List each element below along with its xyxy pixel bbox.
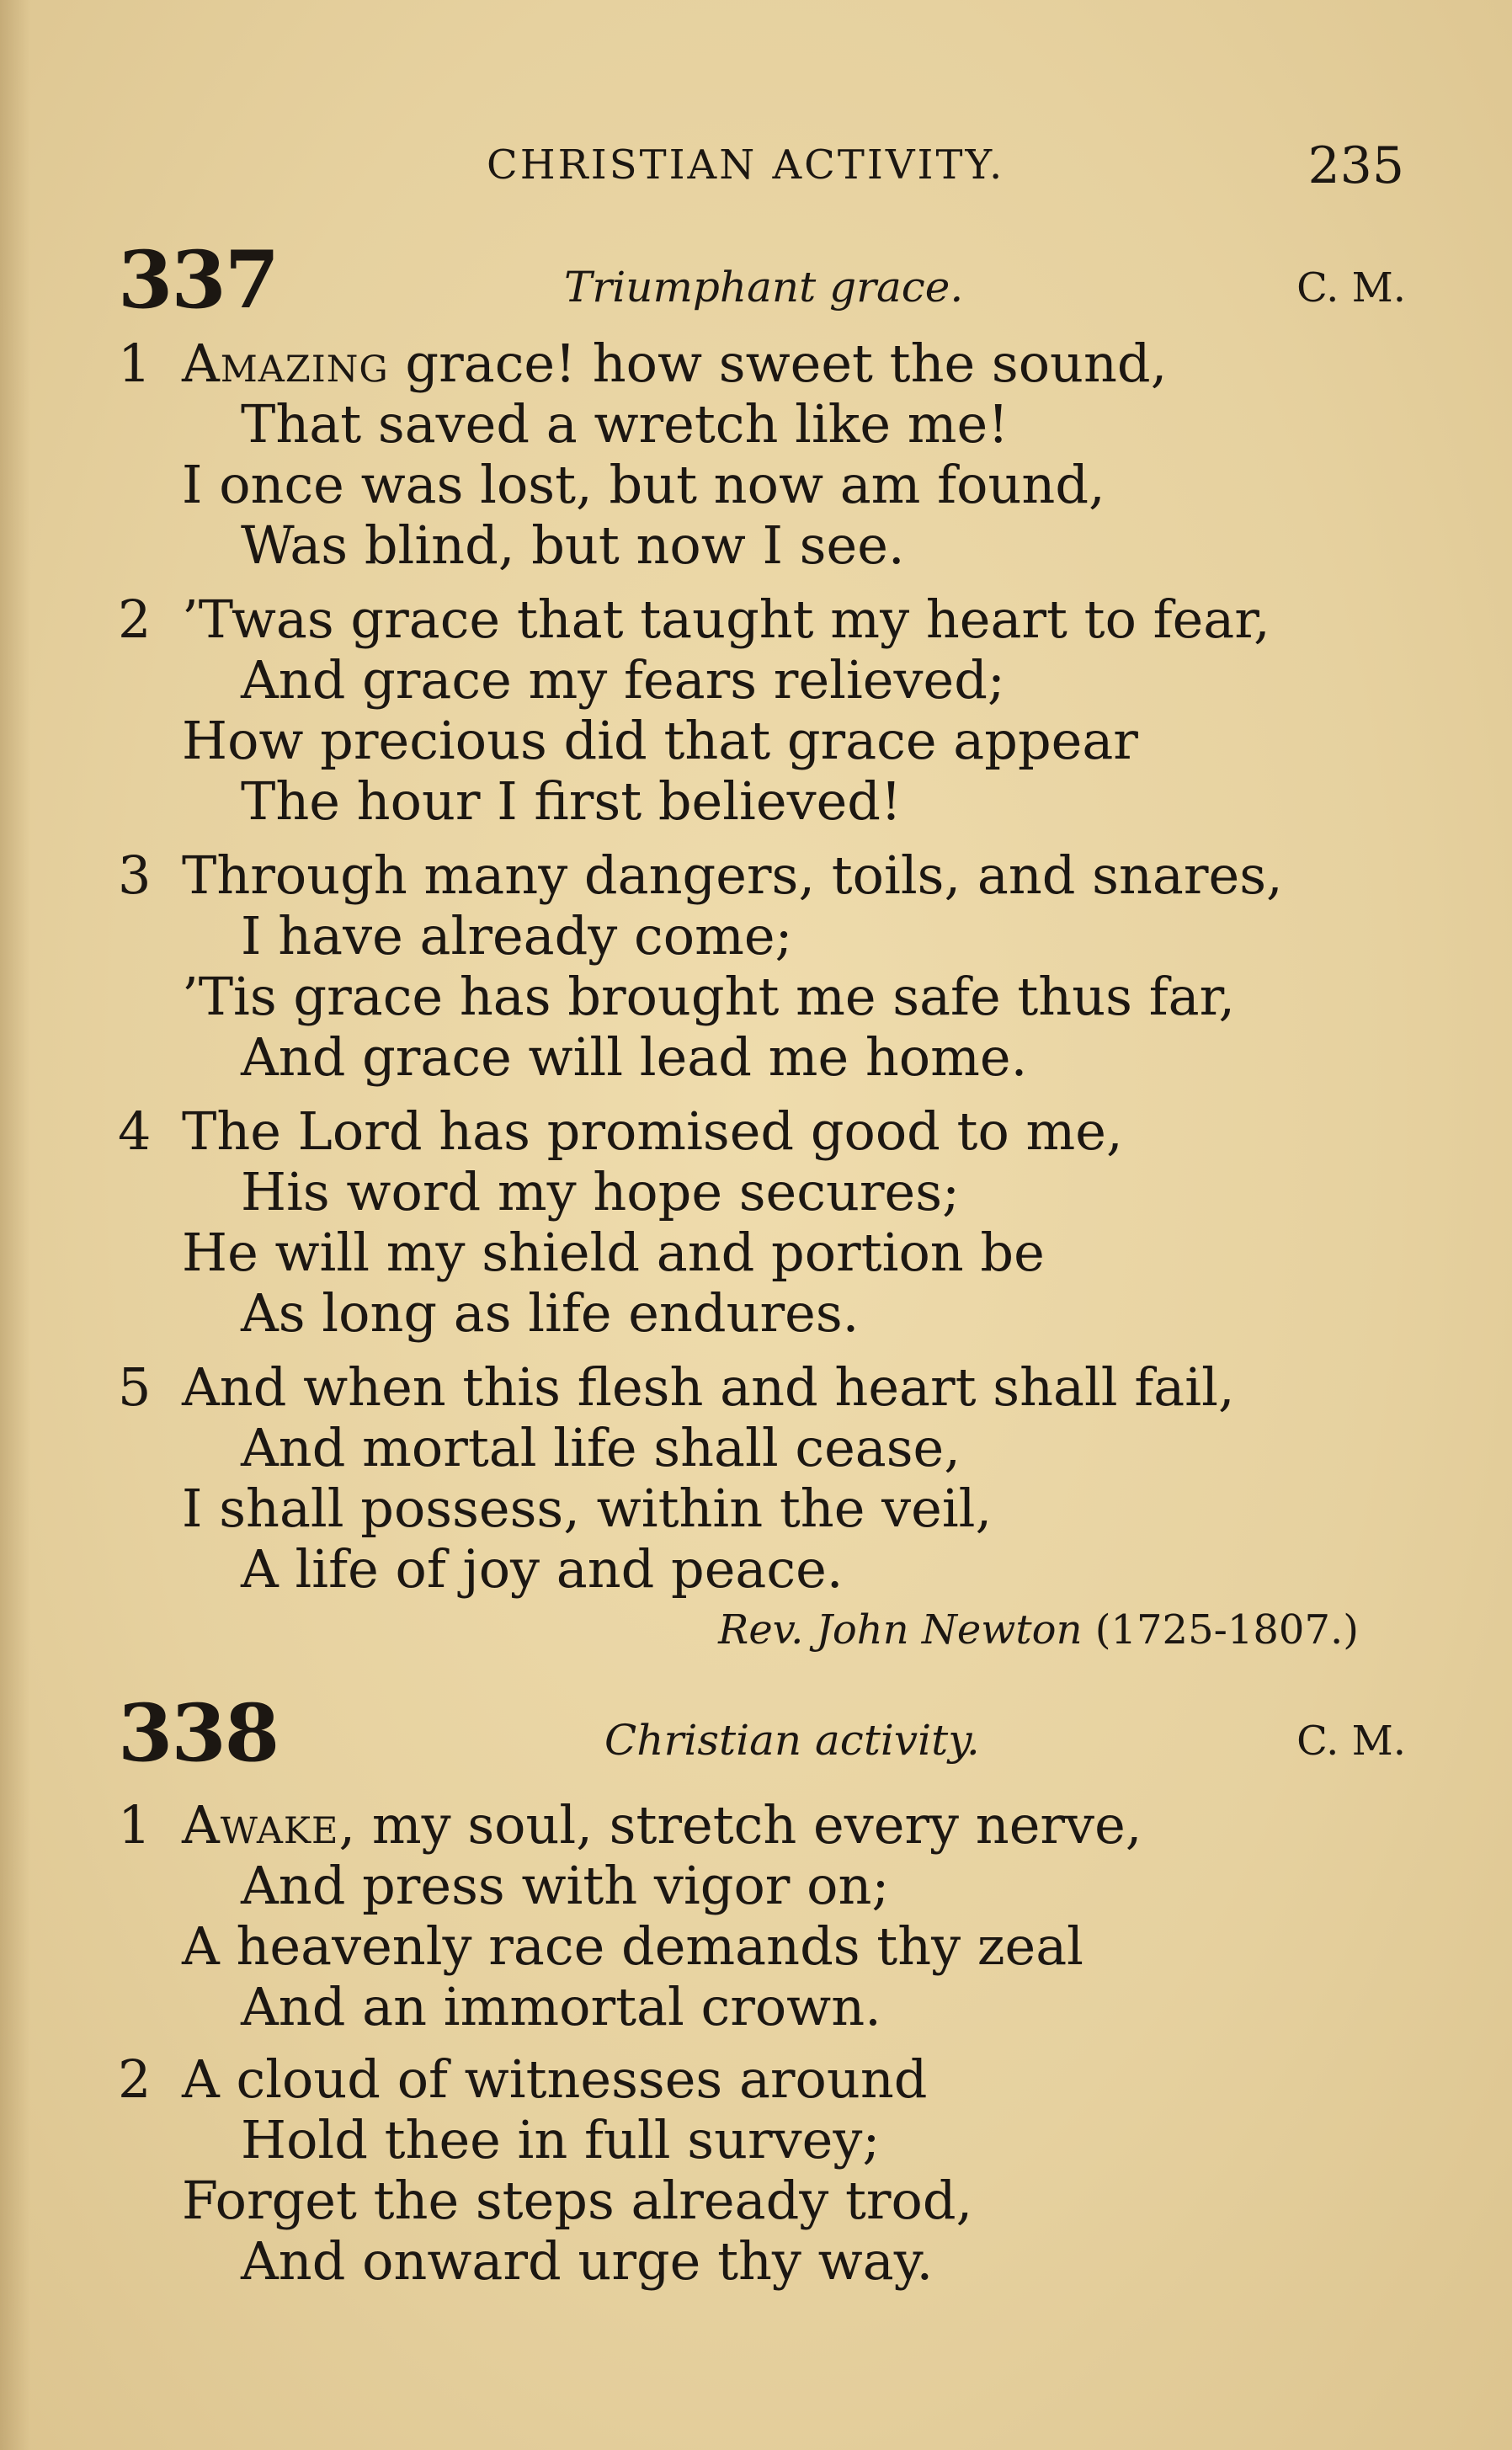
verse-line — [118, 1357, 1381, 1418]
verse-line — [118, 1795, 1381, 1856]
opening-word: Awake — [182, 1794, 339, 1856]
stanza-number: 2 — [118, 2048, 152, 2110]
stanza-number: 2 — [118, 589, 152, 650]
verse-line: As long as life endures. — [241, 1282, 860, 1344]
stanza-number: 3 — [118, 844, 152, 906]
author-dates: (1725-1807.) — [1094, 1606, 1359, 1654]
page-number: 235 — [1307, 136, 1404, 195]
hymn-number: 337 — [118, 234, 279, 327]
verse-line — [118, 2049, 1381, 2110]
verse-line: His word my hope secures; — [241, 1161, 960, 1222]
hymn-title: Triumphant grace. — [564, 263, 964, 312]
stanza-number: 4 — [118, 1100, 152, 1162]
verse-line: That saved a wretch like me! — [241, 393, 1009, 455]
hymn-attribution — [718, 1606, 1359, 1654]
hymn-337-stanza-1 — [118, 333, 1381, 576]
verse-line: Was blind, but now I see. — [241, 514, 905, 576]
verse-text: A cloud of witnesses around — [182, 2048, 928, 2110]
verse-line: How precious did that grace appear — [182, 710, 1138, 771]
verse-line: A heavenly race demands thy zeal — [182, 1915, 1084, 1977]
hymn-338-heading — [118, 1680, 1406, 1780]
verse-text: , my soul, stretch every nerve, — [338, 1794, 1142, 1856]
opening-word: Amazing — [182, 333, 389, 394]
hymn-337-stanza-5 — [118, 1357, 1381, 1600]
hymn-337-stanza-2 — [118, 589, 1381, 832]
verse-line — [118, 333, 1381, 394]
stanza-number: 5 — [118, 1356, 152, 1418]
running-head: CHRISTIAN ACTIVITY. — [487, 141, 1005, 189]
verse-line: He will my shield and portion be — [182, 1222, 1045, 1283]
verse-text: And when this flesh and heart shall fail, — [182, 1356, 1235, 1418]
hymn-meter: C. M. — [1296, 264, 1406, 312]
verse-text: grace! how sweet the sound, — [388, 333, 1168, 394]
verse-text: Through many dangers, toils, and snares, — [182, 844, 1283, 906]
hymn-meter: C. M. — [1296, 1718, 1406, 1765]
hymn-title: Christian activity. — [604, 1716, 980, 1765]
verse-text: The Lord has promised good to me, — [182, 1100, 1123, 1162]
stanza-number: 1 — [118, 1794, 152, 1856]
hymn-338-stanza-1 — [118, 1795, 1381, 2037]
hymn-number: 338 — [118, 1687, 279, 1780]
verse-line: And onward urge thy way. — [241, 2230, 934, 2292]
page-header — [0, 136, 1512, 200]
verse-line: I once was lost, but now am found, — [182, 454, 1105, 515]
verse-line: ’Tis grace has brought me safe thus far, — [182, 966, 1236, 1027]
verse-line: I shall possess, within the veil, — [182, 1478, 993, 1539]
verse-text: ’Twas grace that taught my heart to fear, — [182, 589, 1270, 650]
stanza-number: 1 — [118, 333, 152, 394]
verse-line: And press with vigor on; — [241, 1855, 890, 1916]
verse-line — [118, 1101, 1381, 1162]
verse-line: And mortal life shall cease, — [241, 1417, 961, 1478]
verse-line: A life of joy and peace. — [241, 1538, 844, 1600]
verse-line — [118, 845, 1381, 906]
verse-line: And grace will lead me home. — [241, 1026, 1028, 1088]
hymn-337-heading — [118, 227, 1406, 327]
author-name: Rev. John Newton — [718, 1606, 1083, 1654]
hymn-338-stanza-2 — [118, 2049, 1381, 2292]
verse-line: I have already come; — [241, 905, 793, 967]
verse-line: The hour I first believed! — [241, 770, 902, 832]
verse-line: And grace my fears relieved; — [241, 649, 1005, 711]
hymn-337-stanza-4 — [118, 1101, 1381, 1344]
hymn-337-stanza-3 — [118, 845, 1381, 1088]
verse-line: Hold thee in full survey; — [241, 2109, 881, 2170]
verse-line: And an immortal crown. — [241, 1976, 881, 2037]
verse-line: Forget the steps already trod, — [182, 2170, 973, 2231]
verse-line — [118, 589, 1381, 650]
